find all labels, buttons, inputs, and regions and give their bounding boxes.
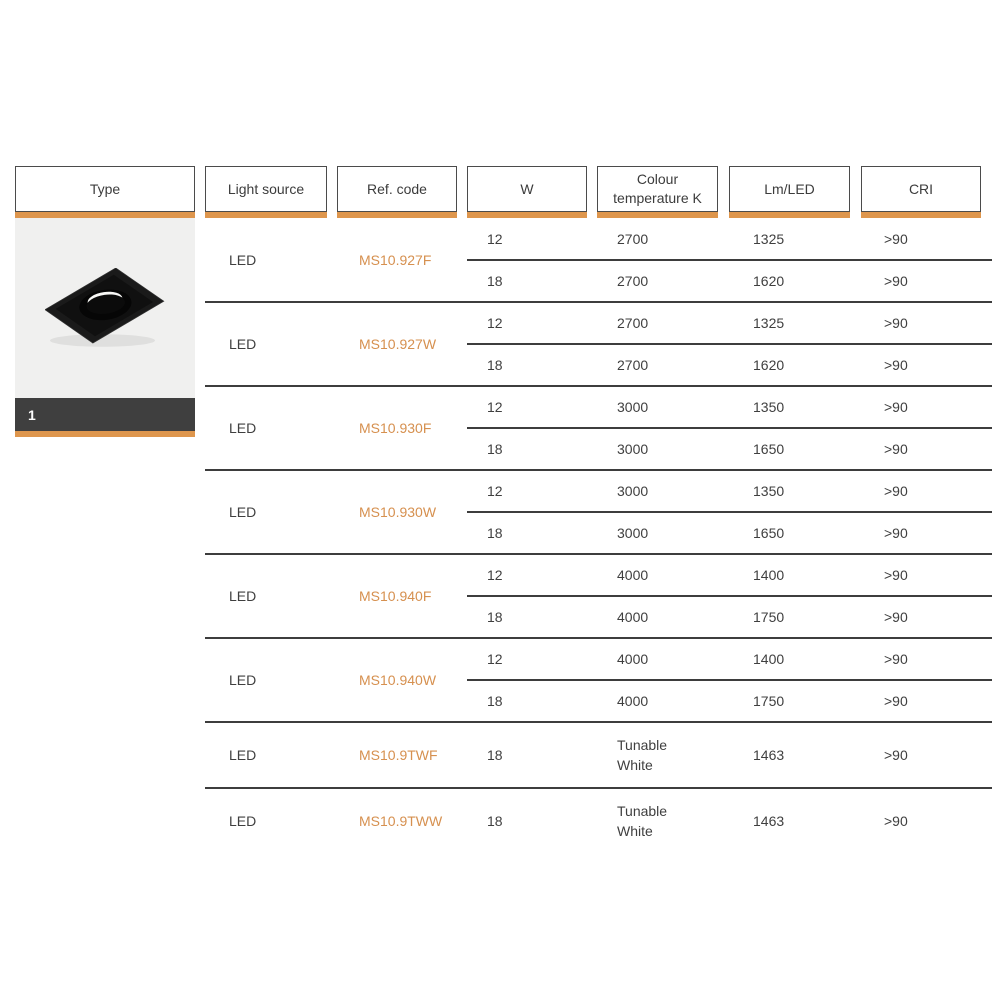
lumen-cell: 1750 — [753, 693, 785, 709]
header-cell-lumen — [729, 166, 850, 218]
spec-row — [0, 788, 1000, 854]
wattage-cell: 18 — [487, 609, 503, 625]
ref-code-link[interactable]: MS10.9TWF — [359, 747, 438, 763]
wattage-cell: 18 — [487, 525, 503, 541]
spec-row — [0, 512, 1000, 554]
spec-row — [0, 260, 1000, 302]
colour-temperature-cell: Tunable White — [617, 737, 668, 773]
wattage-cell: 12 — [487, 399, 503, 415]
product-group — [0, 554, 1000, 638]
header-label-type: Type — [15, 166, 195, 212]
colour-temperature-cell: 4000 — [617, 693, 649, 709]
colour-temperature-cell: 4000 — [617, 609, 649, 625]
ref-code-link[interactable]: MS10.9TWW — [359, 813, 443, 829]
product-group — [0, 722, 1000, 788]
colour-temperature-cell: 2700 — [617, 273, 649, 289]
colour-temperature-cell: 2700 — [617, 231, 649, 247]
lumen-cell: 1463 — [753, 747, 785, 763]
product-group — [0, 470, 1000, 554]
spec-row — [0, 638, 1000, 680]
ref-code-link[interactable]: MS10.927W — [359, 336, 437, 352]
ref-code-link[interactable]: MS10.940W — [359, 672, 437, 688]
ref-code-link[interactable]: MS10.927F — [359, 252, 432, 268]
ref-code-link[interactable]: MS10.940F — [359, 588, 432, 604]
light-source-cell: LED — [229, 420, 257, 436]
header-cell-wattage — [467, 166, 587, 218]
lumen-cell: 1400 — [753, 651, 785, 667]
cri-cell: >90 — [884, 315, 908, 331]
header-cell-light-source — [205, 166, 327, 218]
wattage-cell: 18 — [487, 813, 503, 829]
cri-cell: >90 — [884, 567, 908, 583]
lumen-cell: 1350 — [753, 399, 785, 415]
ref-code-link[interactable]: MS10.930F — [359, 420, 432, 436]
header-cell-cri — [861, 166, 981, 218]
header-label-colour-temperature: Colour temperature K — [597, 166, 718, 212]
product-group — [0, 638, 1000, 722]
wattage-cell: 12 — [487, 651, 503, 667]
spec-row — [0, 428, 1000, 470]
colour-temperature-cell: 2700 — [617, 357, 649, 373]
spec-row — [0, 470, 1000, 512]
light-source-cell: LED — [229, 504, 257, 520]
spec-row — [0, 218, 1000, 260]
colour-temperature-cell: 4000 — [617, 651, 649, 667]
wattage-cell: 12 — [487, 315, 503, 331]
type-index-label: 1 — [28, 406, 36, 423]
colour-temperature-cell: 3000 — [617, 441, 649, 457]
colour-temperature-cell: 3000 — [617, 399, 649, 415]
header-label-lumen: Lm/LED — [729, 166, 850, 212]
header-cell-type — [15, 166, 195, 218]
cri-cell: >90 — [884, 693, 908, 709]
cri-cell: >90 — [884, 357, 908, 373]
wattage-cell: 18 — [487, 693, 503, 709]
cri-cell: >90 — [884, 813, 908, 829]
cri-cell: >90 — [884, 525, 908, 541]
colour-temperature-cell: 3000 — [617, 525, 649, 541]
lumen-cell: 1325 — [753, 231, 785, 247]
colour-temperature-cell: 4000 — [617, 567, 649, 583]
header-cell-ref-code — [337, 166, 457, 218]
lumen-cell: 1620 — [753, 273, 785, 289]
wattage-cell: 18 — [487, 747, 503, 763]
header-cell-colour-temperature — [597, 166, 718, 218]
lumen-cell: 1620 — [753, 357, 785, 373]
spec-row — [0, 554, 1000, 596]
ref-code-link[interactable]: MS10.930W — [359, 504, 437, 520]
cri-cell: >90 — [884, 651, 908, 667]
wattage-cell: 12 — [487, 231, 503, 247]
cri-cell: >90 — [884, 483, 908, 499]
cri-cell: >90 — [884, 231, 908, 247]
wattage-cell: 18 — [487, 441, 503, 457]
header-label-ref-code: Ref. code — [337, 166, 457, 212]
header-label-cri: CRI — [861, 166, 981, 212]
cri-cell: >90 — [884, 273, 908, 289]
cri-cell: >90 — [884, 747, 908, 763]
spec-row — [0, 680, 1000, 722]
header-label-light-source: Light source — [205, 166, 327, 212]
wattage-cell: 18 — [487, 357, 503, 373]
lumen-cell: 1650 — [753, 525, 785, 541]
cri-cell: >90 — [884, 399, 908, 415]
lumen-cell: 1350 — [753, 483, 785, 499]
spec-row — [0, 302, 1000, 344]
cri-cell: >90 — [884, 441, 908, 457]
table-body — [0, 218, 1000, 854]
wattage-cell: 18 — [487, 273, 503, 289]
spec-row — [0, 386, 1000, 428]
light-source-cell: LED — [229, 672, 257, 688]
light-source-cell: LED — [229, 813, 257, 829]
spec-row — [0, 344, 1000, 386]
lumen-cell: 1400 — [753, 567, 785, 583]
header-label-wattage: W — [467, 166, 587, 212]
wattage-cell: 12 — [487, 567, 503, 583]
colour-temperature-cell: 2700 — [617, 315, 649, 331]
colour-temperature-cell: Tunable White — [617, 803, 668, 839]
light-source-cell: LED — [229, 252, 257, 268]
lumen-cell: 1650 — [753, 441, 785, 457]
wattage-cell: 12 — [487, 483, 503, 499]
light-source-cell: LED — [229, 336, 257, 352]
cri-cell: >90 — [884, 609, 908, 625]
product-group — [0, 218, 1000, 302]
light-source-cell: LED — [229, 588, 257, 604]
product-group — [0, 788, 1000, 854]
lumen-cell: 1750 — [753, 609, 785, 625]
spec-row — [0, 596, 1000, 638]
product-group — [0, 386, 1000, 470]
product-group — [0, 302, 1000, 386]
light-source-cell: LED — [229, 747, 257, 763]
spec-row — [0, 722, 1000, 788]
colour-temperature-cell: 3000 — [617, 483, 649, 499]
lumen-cell: 1325 — [753, 315, 785, 331]
lumen-cell: 1463 — [753, 813, 785, 829]
